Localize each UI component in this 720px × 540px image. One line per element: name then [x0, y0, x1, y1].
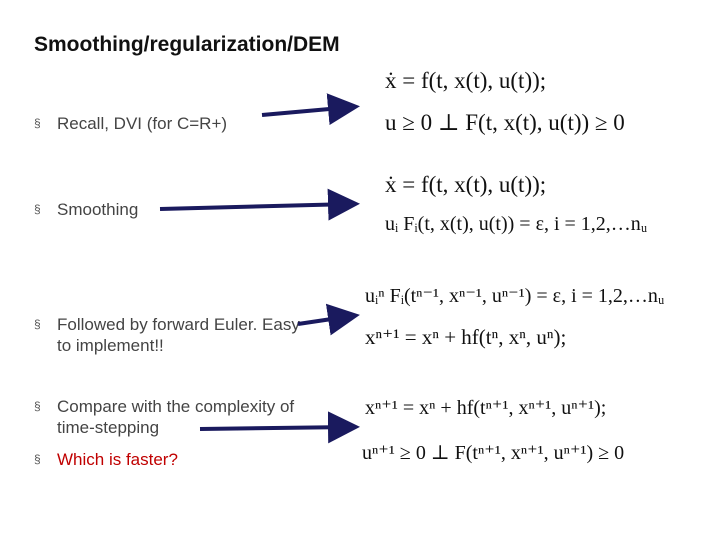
arrow-smoothing	[160, 204, 352, 209]
bullet-text: Which is faster?	[57, 450, 178, 469]
equation-smooth-regularized: uᵢ Fᵢ(t, x(t), u(t)) = ε, i = 1,2,…nᵤ	[385, 213, 648, 235]
arrow-compare	[200, 427, 352, 429]
equation-euler-update: xⁿ⁺¹ = xⁿ + hf(tⁿ, xⁿ, uⁿ);	[365, 325, 567, 349]
bullet-text: Followed by forward Euler. Easy to implement!!	[57, 315, 300, 355]
slide-title: Smoothing/regularization/DEM	[34, 33, 340, 56]
equation-euler-regularized: uᵢⁿ Fᵢ(tⁿ⁻¹, xⁿ⁻¹, uⁿ⁻¹) = ε, i = 1,2,…nᵤ	[365, 285, 665, 307]
bullet-marker: §	[34, 116, 41, 130]
bullet-text: Smoothing	[57, 200, 139, 219]
bullet-marker: §	[34, 202, 41, 216]
equation-smooth-dynamics: ẋ = f(t, x(t), u(t));	[385, 172, 547, 197]
equation-dvi-dynamics: ẋ = f(t, x(t), u(t));	[385, 68, 547, 93]
bullet-marker: §	[34, 317, 41, 331]
bullet-text: Compare with the complexity of time-stepping	[57, 397, 295, 437]
bullet-text: Recall, DVI (for C=R+)	[57, 114, 228, 133]
equation-step-dynamics: xⁿ⁺¹ = xⁿ + hf(tⁿ⁺¹, xⁿ⁺¹, uⁿ⁺¹);	[365, 397, 607, 419]
bullet-marker: §	[34, 452, 41, 466]
equation-dvi-complementarity: u ≥ 0 ⊥ F(t, x(t), u(t)) ≥ 0	[385, 110, 625, 135]
arrow-euler	[298, 316, 352, 324]
equation-step-complementarity: uⁿ⁺¹ ≥ 0 ⊥ F(tⁿ⁺¹, xⁿ⁺¹, uⁿ⁺¹) ≥ 0	[362, 442, 625, 464]
bullet-marker: §	[34, 399, 41, 413]
arrow-recall	[262, 107, 352, 115]
